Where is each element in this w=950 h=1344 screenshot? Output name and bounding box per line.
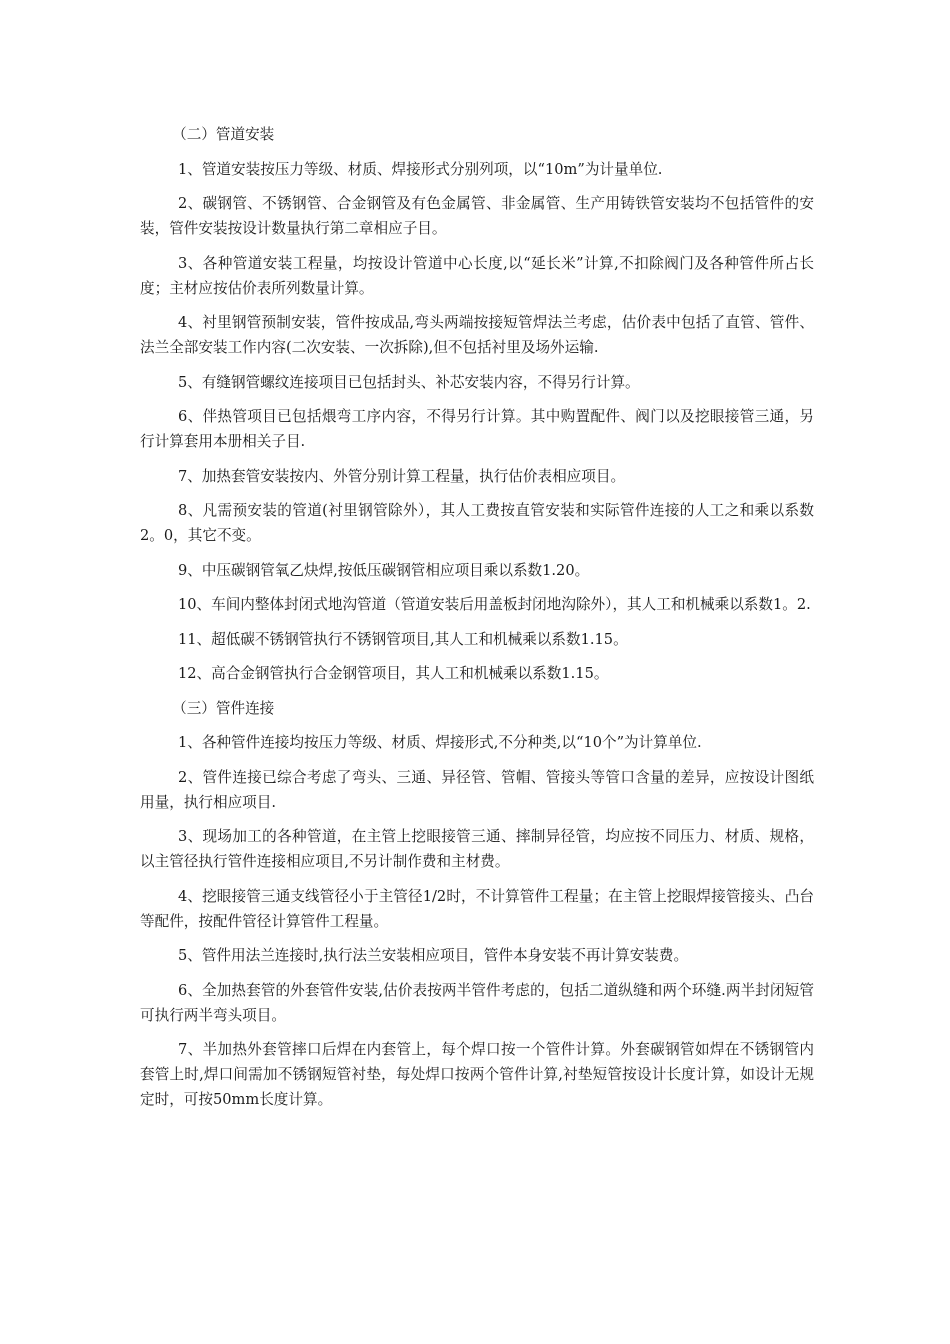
clause-2-6: 6、伴热管项目已包括煨弯工序内容，不得另行计算。其中购置配件、阀门以及挖眼接管三通，另行计算套用本册相关子目. xyxy=(140,408,814,450)
clause-2-11: 11、超低碳不锈钢管执行不锈钢管项目,其人工和机械乘以系数1.15。 xyxy=(177,630,628,648)
clause-2-2: 2、碳钢管、不锈钢管、合金钢管及有色金属管、非金属管、生产用铸铁管安装均不包括管件的安装，管件安装按设计数量执行第二章相应子目。 xyxy=(140,195,814,237)
clause-3-1: 1、各种管件连接均按压力等级、材质、焊接形式,不分种类,以“10个”为计算单位. xyxy=(177,734,702,751)
clause-2-7: 7、加热套管安装按内、外管分别计算工程量，执行估价表相应项目。 xyxy=(177,467,626,485)
clause-2-4: 4、衬里钢管预制安装，管件按成品,弯头两端按接短管焊法兰考虑，估价表中包括了直管、管件、法兰全部安装工作内容(二次安装、一次拆除),但不包括衬里及场外运输. xyxy=(140,314,814,356)
clause-2-3: 3、各种管道安装工程量，均按设计管道中心长度,以“延长米”计算,不扣除阀门及各种管件所占长度；主材应按估价表所列数量计算。 xyxy=(140,254,814,297)
clause-3-5: 5、管件用法兰连接时,执行法兰安装相应项目，管件本身安装不再计算安装费。 xyxy=(177,947,689,964)
clause-2-12: 12、高合金钢管执行合金钢管项目，其人工和机械乘以系数1.15。 xyxy=(177,665,609,682)
clause-2-9: 9、中压碳钢管氧乙炔焊,按低压碳钢管相应项目乘以系数1.20。 xyxy=(177,561,590,579)
clause-3-7: 7、半加热外套管摔口后焊在内套管上，每个焊口按一个管件计算。外套碳钢管如焊在不锈钢管内套管上时,焊口间需加不锈钢短管衬垫，每处焊口按两个管件计算,衬垫短管按设计长度计算，如设计无规定时，可按50mm长度计算。 xyxy=(140,1041,814,1108)
document-body xyxy=(140,122,814,1122)
section-heading-fitting-connection: （三）管件连接 xyxy=(172,699,275,717)
clause-2-10: 10、车间内整体封闭式地沟管道（管道安装后用盖板封闭地沟除外），其人工和机械乘以系数1。2. xyxy=(177,596,811,613)
clause-3-6: 6、全加热套管的外套管件安装,估价表按两半管件考虑的，包括二道纵缝和两个环缝.两半封闭短管可执行两半弯头项目。 xyxy=(140,981,814,1024)
clause-2-8: 8、凡需预安装的管道(衬里钢管除外），其人工费按直管安装和实际管件连接的人工之和乘以系数2。0，其它不变。 xyxy=(140,502,814,544)
clause-2-1: 1、管道安装按压力等级、材质、焊接形式分别列项，以“10m”为计量单位. xyxy=(177,160,663,178)
clause-3-3: 3、现场加工的各种管道，在主管上挖眼接管三通、摔制异径管，均应按不同压力、材质、规格，以主管径执行管件连接相应项目,不另计制作费和主材费。 xyxy=(140,828,814,870)
clause-2-5: 5、有缝钢管螺纹连接项目已包括封头、补芯安装内容，不得另行计算。 xyxy=(177,373,640,391)
clause-3-4: 4、挖眼接管三通支线管径小于主管径1/2时，不计算管件工程量；在主管上挖眼焊接管接头、凸台等配件，按配件管径计算管件工程量。 xyxy=(140,887,814,930)
section-heading-pipeline-installation: （二）管道安装 xyxy=(172,126,275,143)
clause-3-2: 2、管件连接已综合考虑了弯头、三通、异径管、管帽、管接头等管口含量的差异，应按设计图纸用量，执行相应项目. xyxy=(140,768,814,811)
